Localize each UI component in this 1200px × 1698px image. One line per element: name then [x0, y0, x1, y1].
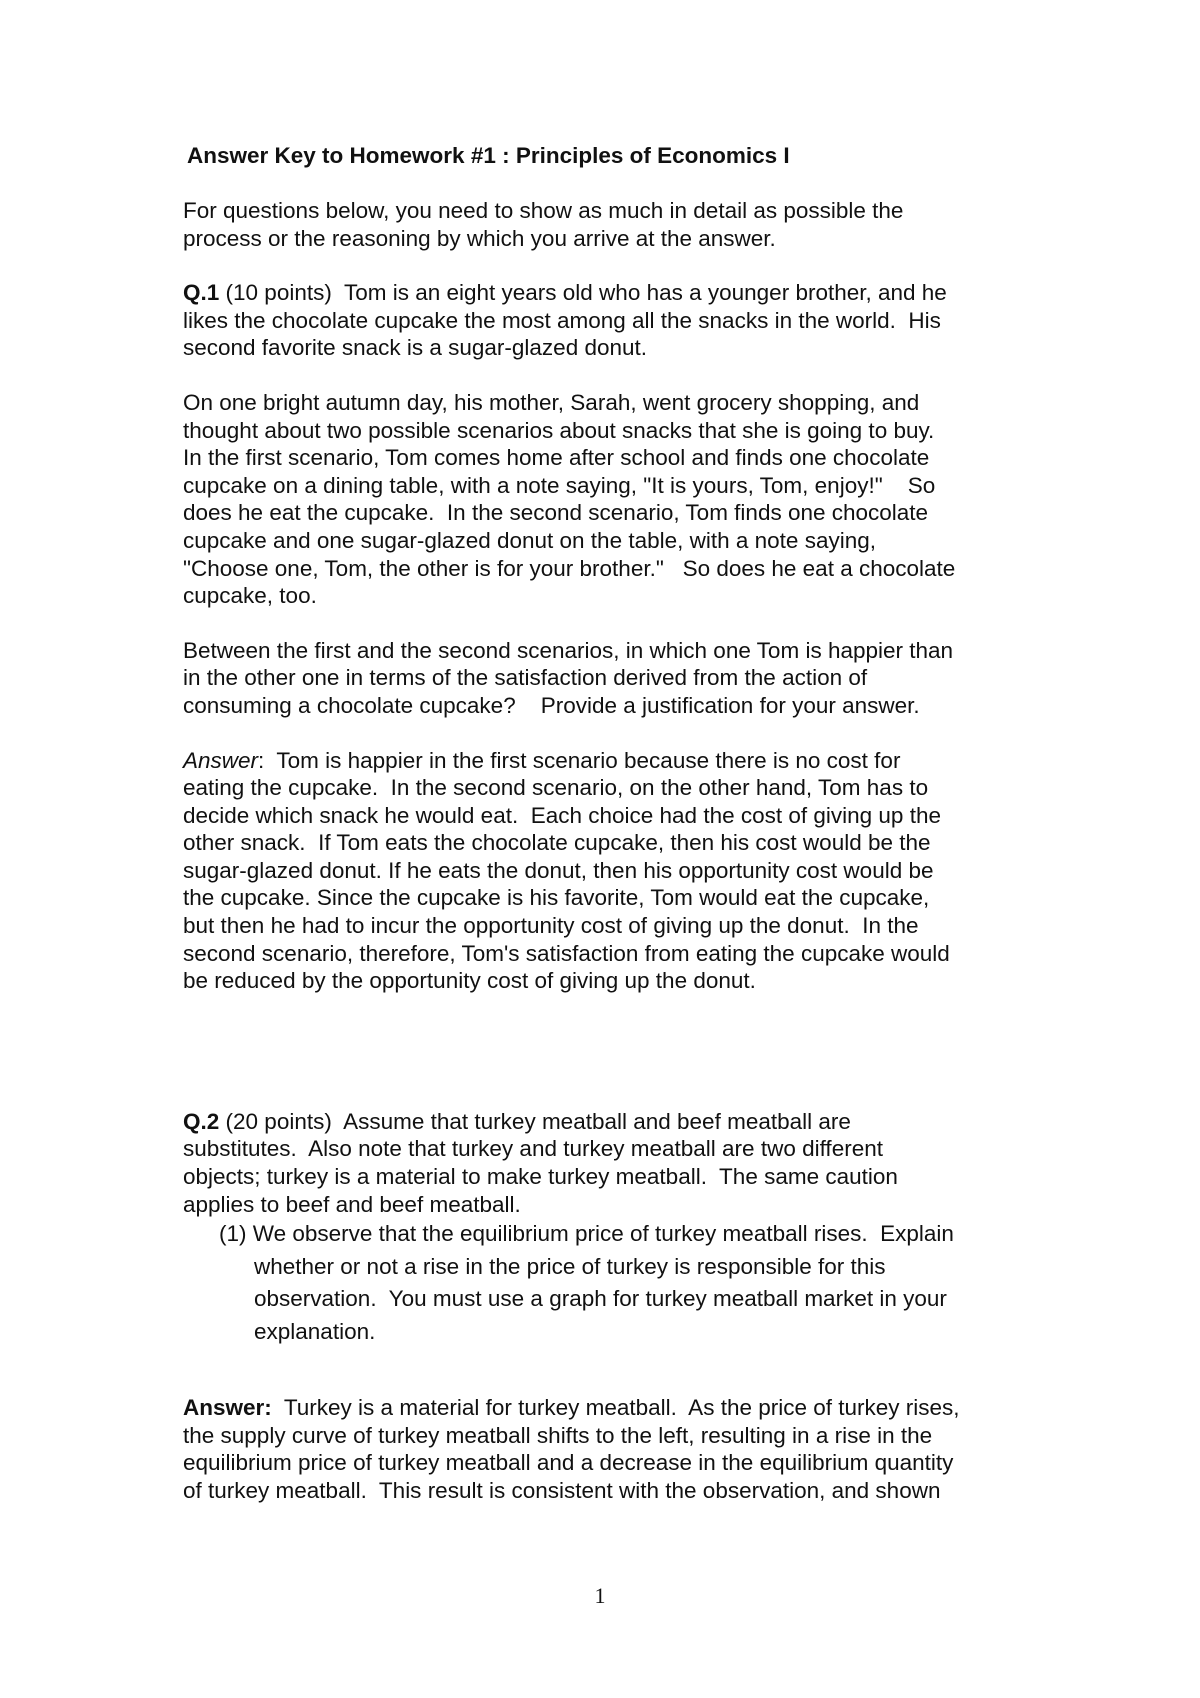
q2-answer-line: the supply curve of turkey meatball shifts to the left, resulting in a rise in the: [183, 1422, 933, 1448]
q2-item-1-line: explanation.: [254, 1318, 376, 1344]
q1-answer-line: other snack. If Tom eats the chocolate cupcake, then his cost would be the: [183, 830, 931, 856]
q2-answer-line: equilibrium price of turkey meatball and a decrease in the equilibrium quantity: [183, 1450, 954, 1476]
q2-answer-first-line: [183, 1394, 1043, 1422]
q2-points: (20 points): [219, 1108, 344, 1134]
q1-question-line: in the other one in terms of the satisfaction derived from the action of: [183, 665, 868, 691]
q1-scenario: [183, 389, 1043, 610]
q1-question: [183, 637, 1043, 720]
q1-scenario-line: cupcake on a dining table, with a note saying, "It is yours, Tom, enjoy!" So: [183, 472, 936, 498]
q2-label: Q.2: [183, 1108, 220, 1134]
q1-points: (10 points): [219, 280, 344, 306]
q2-first-line-text: Assume that turkey meatball and beef meatball are: [343, 1108, 851, 1134]
q2-answer-line: of turkey meatball. This result is consistent with the observation, and shown: [183, 1478, 941, 1503]
q1-answer: [183, 747, 1043, 995]
q1-answer-line: sugar-glazed donut. If he eats the donut, then his opportunity cost would be: [183, 857, 934, 883]
q1-answer-first-line: [183, 747, 1043, 775]
q1-answer-line: second scenario, therefore, Tom's satisfaction from eating the cupcake would: [183, 940, 950, 966]
q1-answer-line: the cupcake. Since the cupcake is his favorite, Tom would eat the cupcake,: [183, 885, 930, 911]
q1-label: Q.1: [183, 280, 220, 306]
q1-first-line: [183, 279, 1043, 307]
q1-question-line: Between the first and the second scenarios, in which one Tom is happier than: [183, 637, 954, 663]
q1-scenario-line: does he eat the cupcake. In the second scenario, Tom finds one chocolate: [183, 500, 929, 526]
q1-line: second favorite snack is a sugar-glazed donut.: [183, 335, 648, 361]
q1-question-line: consuming a chocolate cupcake? Provide a justification for your answer.: [183, 692, 920, 718]
document-body: [183, 142, 1043, 1505]
q2-prompt: [183, 1108, 1043, 1218]
intro-line: process or the reasoning by which you arrive at the answer.: [183, 225, 776, 251]
q2-item-1: [183, 1218, 1043, 1348]
page-number: 1: [594, 1583, 606, 1608]
q2-item-1-line: observation. You must use a graph for turkey meatball market in your: [254, 1286, 947, 1312]
q1-answer-line: eating the cupcake. In the second scenario, on the other hand, Tom has to: [183, 775, 929, 801]
q1-answer-first-text: : Tom is happier in the first scenario because there is no cost for: [258, 747, 901, 773]
q2-answer-label: Answer:: [183, 1395, 272, 1421]
q2-first-line: [183, 1108, 1043, 1136]
q1-scenario-line: thought about two possible scenarios about snacks that she is going to buy.: [183, 417, 935, 443]
q1-first-line-text: Tom is an eight years old who has a younger brother, and he: [343, 280, 947, 306]
q1-answer-label: Answer: [183, 747, 259, 773]
q2-line: substitutes. Also note that turkey and turkey meatball are two different: [183, 1136, 883, 1162]
q1-scenario-line: In the first scenario, Tom comes home after school and finds one chocolate: [183, 445, 930, 471]
q2-answer: [183, 1394, 1043, 1504]
q1-answer-line: decide which snack he would eat. Each choice had the cost of giving up the: [183, 802, 941, 828]
intro-paragraph: [183, 197, 1043, 252]
q1-scenario-line: On one bright autumn day, his mother, Sarah, went grocery shopping, and: [183, 389, 920, 415]
q1-line: likes the chocolate cupcake the most among all the snacks in the world. His: [183, 307, 941, 333]
q1-answer-line: but then he had to incur the opportunity cost of giving up the donut. In the: [183, 913, 919, 939]
q2-line: applies to beef and beef meatball.: [183, 1191, 521, 1217]
q2-item-1-line: whether or not a rise in the price of turkey is responsible for this: [254, 1253, 886, 1279]
document-title: Answer Key to Homework #1 : Principles of Economics I: [187, 143, 790, 168]
q2-answer-first-text: Turkey is a material for turkey meatball. As the price of turkey rises,: [271, 1395, 960, 1421]
q1-scenario-line: cupcake, too.: [183, 583, 317, 609]
intro-line: For questions below, you need to show as much in detail as possible the: [183, 198, 904, 223]
q1-scenario-line: cupcake and one sugar-glazed donut on the table, with a note saying,: [183, 527, 876, 553]
q1-answer-line: be reduced by the opportunity cost of giving up the donut.: [183, 968, 756, 994]
q1-scenario-line: "Choose one, Tom, the other is for your brother." So does he eat a chocolate: [183, 555, 956, 581]
q2-item-1-first-line: (1) We observe that the equilibrium price of turkey meatball rises. Explain: [219, 1221, 954, 1247]
q1-prompt: [183, 279, 1043, 362]
q2-line: objects; turkey is a material to make turkey meatball. The same caution: [183, 1164, 898, 1190]
